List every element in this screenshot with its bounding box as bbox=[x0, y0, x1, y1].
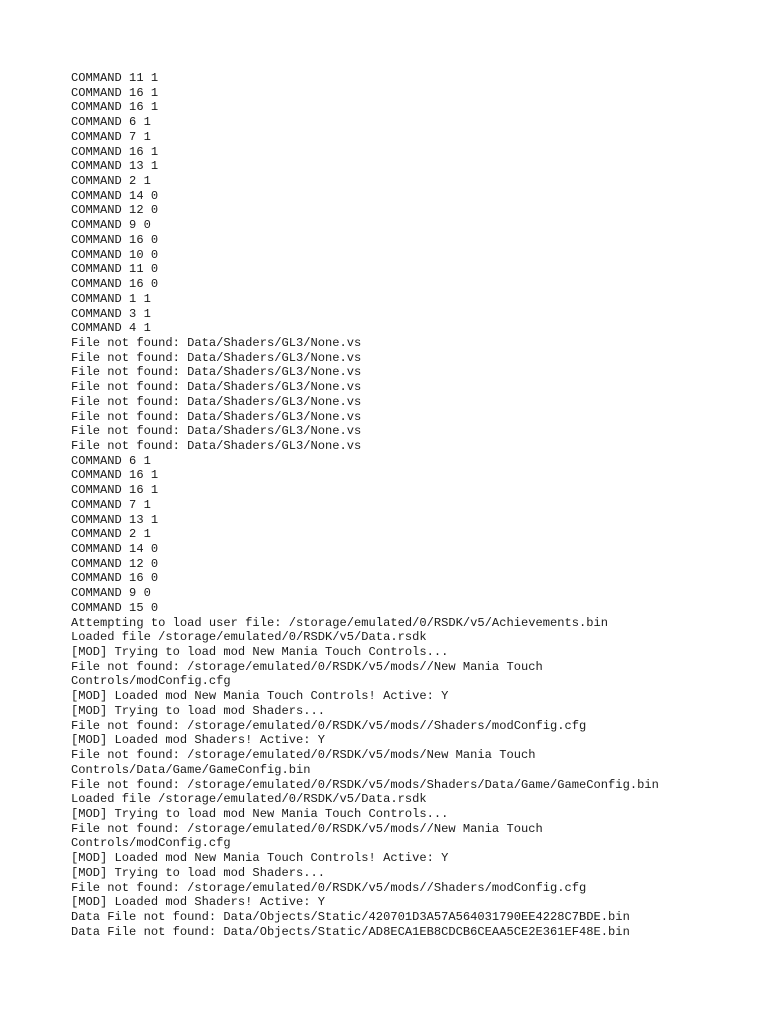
log-line: [MOD] Loaded mod New Mania Touch Controls! Active: Y bbox=[71, 851, 449, 866]
log-line: COMMAND 16 1 bbox=[71, 483, 159, 498]
log-line: COMMAND 14 0 bbox=[71, 188, 159, 203]
log-line: COMMAND 11 1 bbox=[71, 71, 159, 85]
log-line: COMMAND 2 1 bbox=[71, 174, 151, 189]
log-line: COMMAND 16 1 bbox=[71, 468, 159, 483]
log-line: COMMAND 16 1 bbox=[71, 144, 159, 159]
log-line: COMMAND 16 0 bbox=[71, 232, 159, 247]
log-line: File not found: Data/Shaders/GL3/None.vs bbox=[71, 424, 362, 439]
log-line: File not found: /storage/emulated/0/RSDK/v5/mods//New Mania Touch Controls/modConfig.cfg bbox=[71, 821, 543, 851]
log-line: File not found: Data/Shaders/GL3/None.vs bbox=[71, 438, 362, 453]
log-line: COMMAND 12 0 bbox=[71, 556, 159, 571]
log-line: [MOD] Trying to load mod New Mania Touch Controls... bbox=[71, 806, 449, 821]
log-line: File not found: Data/Shaders/GL3/None.vs bbox=[71, 365, 362, 380]
log-line: COMMAND 13 1 bbox=[71, 159, 159, 174]
log-line: COMMAND 16 0 bbox=[71, 277, 159, 292]
log-line: [MOD] Loaded mod Shaders! Active: Y bbox=[71, 895, 326, 910]
log-line: COMMAND 11 0 bbox=[71, 262, 159, 277]
log-line: Data File not found: Data/Objects/Static/AD8ECA1EB8CDCB6CEAA5CE2E361EF48E.bin bbox=[71, 924, 630, 939]
log-line: File not found: Data/Shaders/GL3/None.vs bbox=[71, 380, 362, 395]
log-line: [MOD] Trying to load mod Shaders... bbox=[71, 703, 326, 718]
log-line: [MOD] Trying to load mod New Mania Touch Controls... bbox=[71, 645, 449, 660]
log-line: COMMAND 13 1 bbox=[71, 512, 159, 527]
log-line: File not found: Data/Shaders/GL3/None.vs bbox=[71, 394, 362, 409]
log-output bbox=[71, 71, 751, 939]
log-line: COMMAND 7 1 bbox=[71, 497, 151, 512]
log-line: File not found: /storage/emulated/0/RSDK/v5/mods//Shaders/modConfig.cfg bbox=[71, 718, 587, 733]
log-line: File not found: /storage/emulated/0/RSDK/v5/mods/New Mania Touch Controls/Data/Game/GameConfig.bin bbox=[71, 748, 536, 777]
log-line: Data File not found: Data/Objects/Static/420701D3A57A564031790EE4228C7BDE.bin bbox=[71, 909, 630, 924]
log-line: COMMAND 4 1 bbox=[71, 321, 151, 336]
log-line: COMMAND 9 0 bbox=[71, 586, 151, 601]
log-line: COMMAND 12 0 bbox=[71, 203, 159, 218]
log-line: File not found: /storage/emulated/0/RSDK/v5/mods/Shaders/Data/Game/GameConfig.bin bbox=[71, 777, 659, 792]
log-line: File not found: Data/Shaders/GL3/None.vs bbox=[71, 409, 362, 424]
log-line: COMMAND 9 0 bbox=[71, 218, 151, 233]
log-line: File not found: Data/Shaders/GL3/None.vs bbox=[71, 350, 362, 365]
log-line: COMMAND 7 1 bbox=[71, 129, 151, 144]
log-line: File not found: Data/Shaders/GL3/None.vs bbox=[71, 335, 362, 350]
log-line: Loaded file /storage/emulated/0/RSDK/v5/Data.rsdk bbox=[71, 630, 427, 645]
log-line: COMMAND 2 1 bbox=[71, 527, 151, 542]
log-line: COMMAND 6 1 bbox=[71, 453, 151, 468]
log-line: File not found: /storage/emulated/0/RSDK/v5/mods//Shaders/modConfig.cfg bbox=[71, 880, 587, 895]
log-line: COMMAND 14 0 bbox=[71, 542, 159, 556]
log-line: COMMAND 16 1 bbox=[71, 85, 159, 100]
log-line: Loaded file /storage/emulated/0/RSDK/v5/Data.rsdk bbox=[71, 792, 427, 807]
log-line: [MOD] Trying to load mod Shaders... bbox=[71, 865, 326, 880]
log-line: COMMAND 16 0 bbox=[71, 571, 159, 586]
log-line: COMMAND 10 0 bbox=[71, 247, 159, 262]
log-line: Attempting to load user file: /storage/emulated/0/RSDK/v5/Achievements.bin bbox=[71, 615, 609, 630]
log-line: [MOD] Loaded mod New Mania Touch Controls! Active: Y bbox=[71, 689, 449, 704]
log-line: COMMAND 3 1 bbox=[71, 306, 151, 321]
log-line: [MOD] Loaded mod Shaders! Active: Y bbox=[71, 733, 326, 748]
log-line: COMMAND 16 1 bbox=[71, 100, 159, 115]
log-line: COMMAND 6 1 bbox=[71, 115, 151, 130]
log-line: COMMAND 15 0 bbox=[71, 600, 159, 615]
log-line: File not found: /storage/emulated/0/RSDK/v5/mods//New Mania Touch Controls/modConfig.cfg bbox=[71, 659, 543, 689]
log-line: COMMAND 1 1 bbox=[71, 291, 151, 306]
